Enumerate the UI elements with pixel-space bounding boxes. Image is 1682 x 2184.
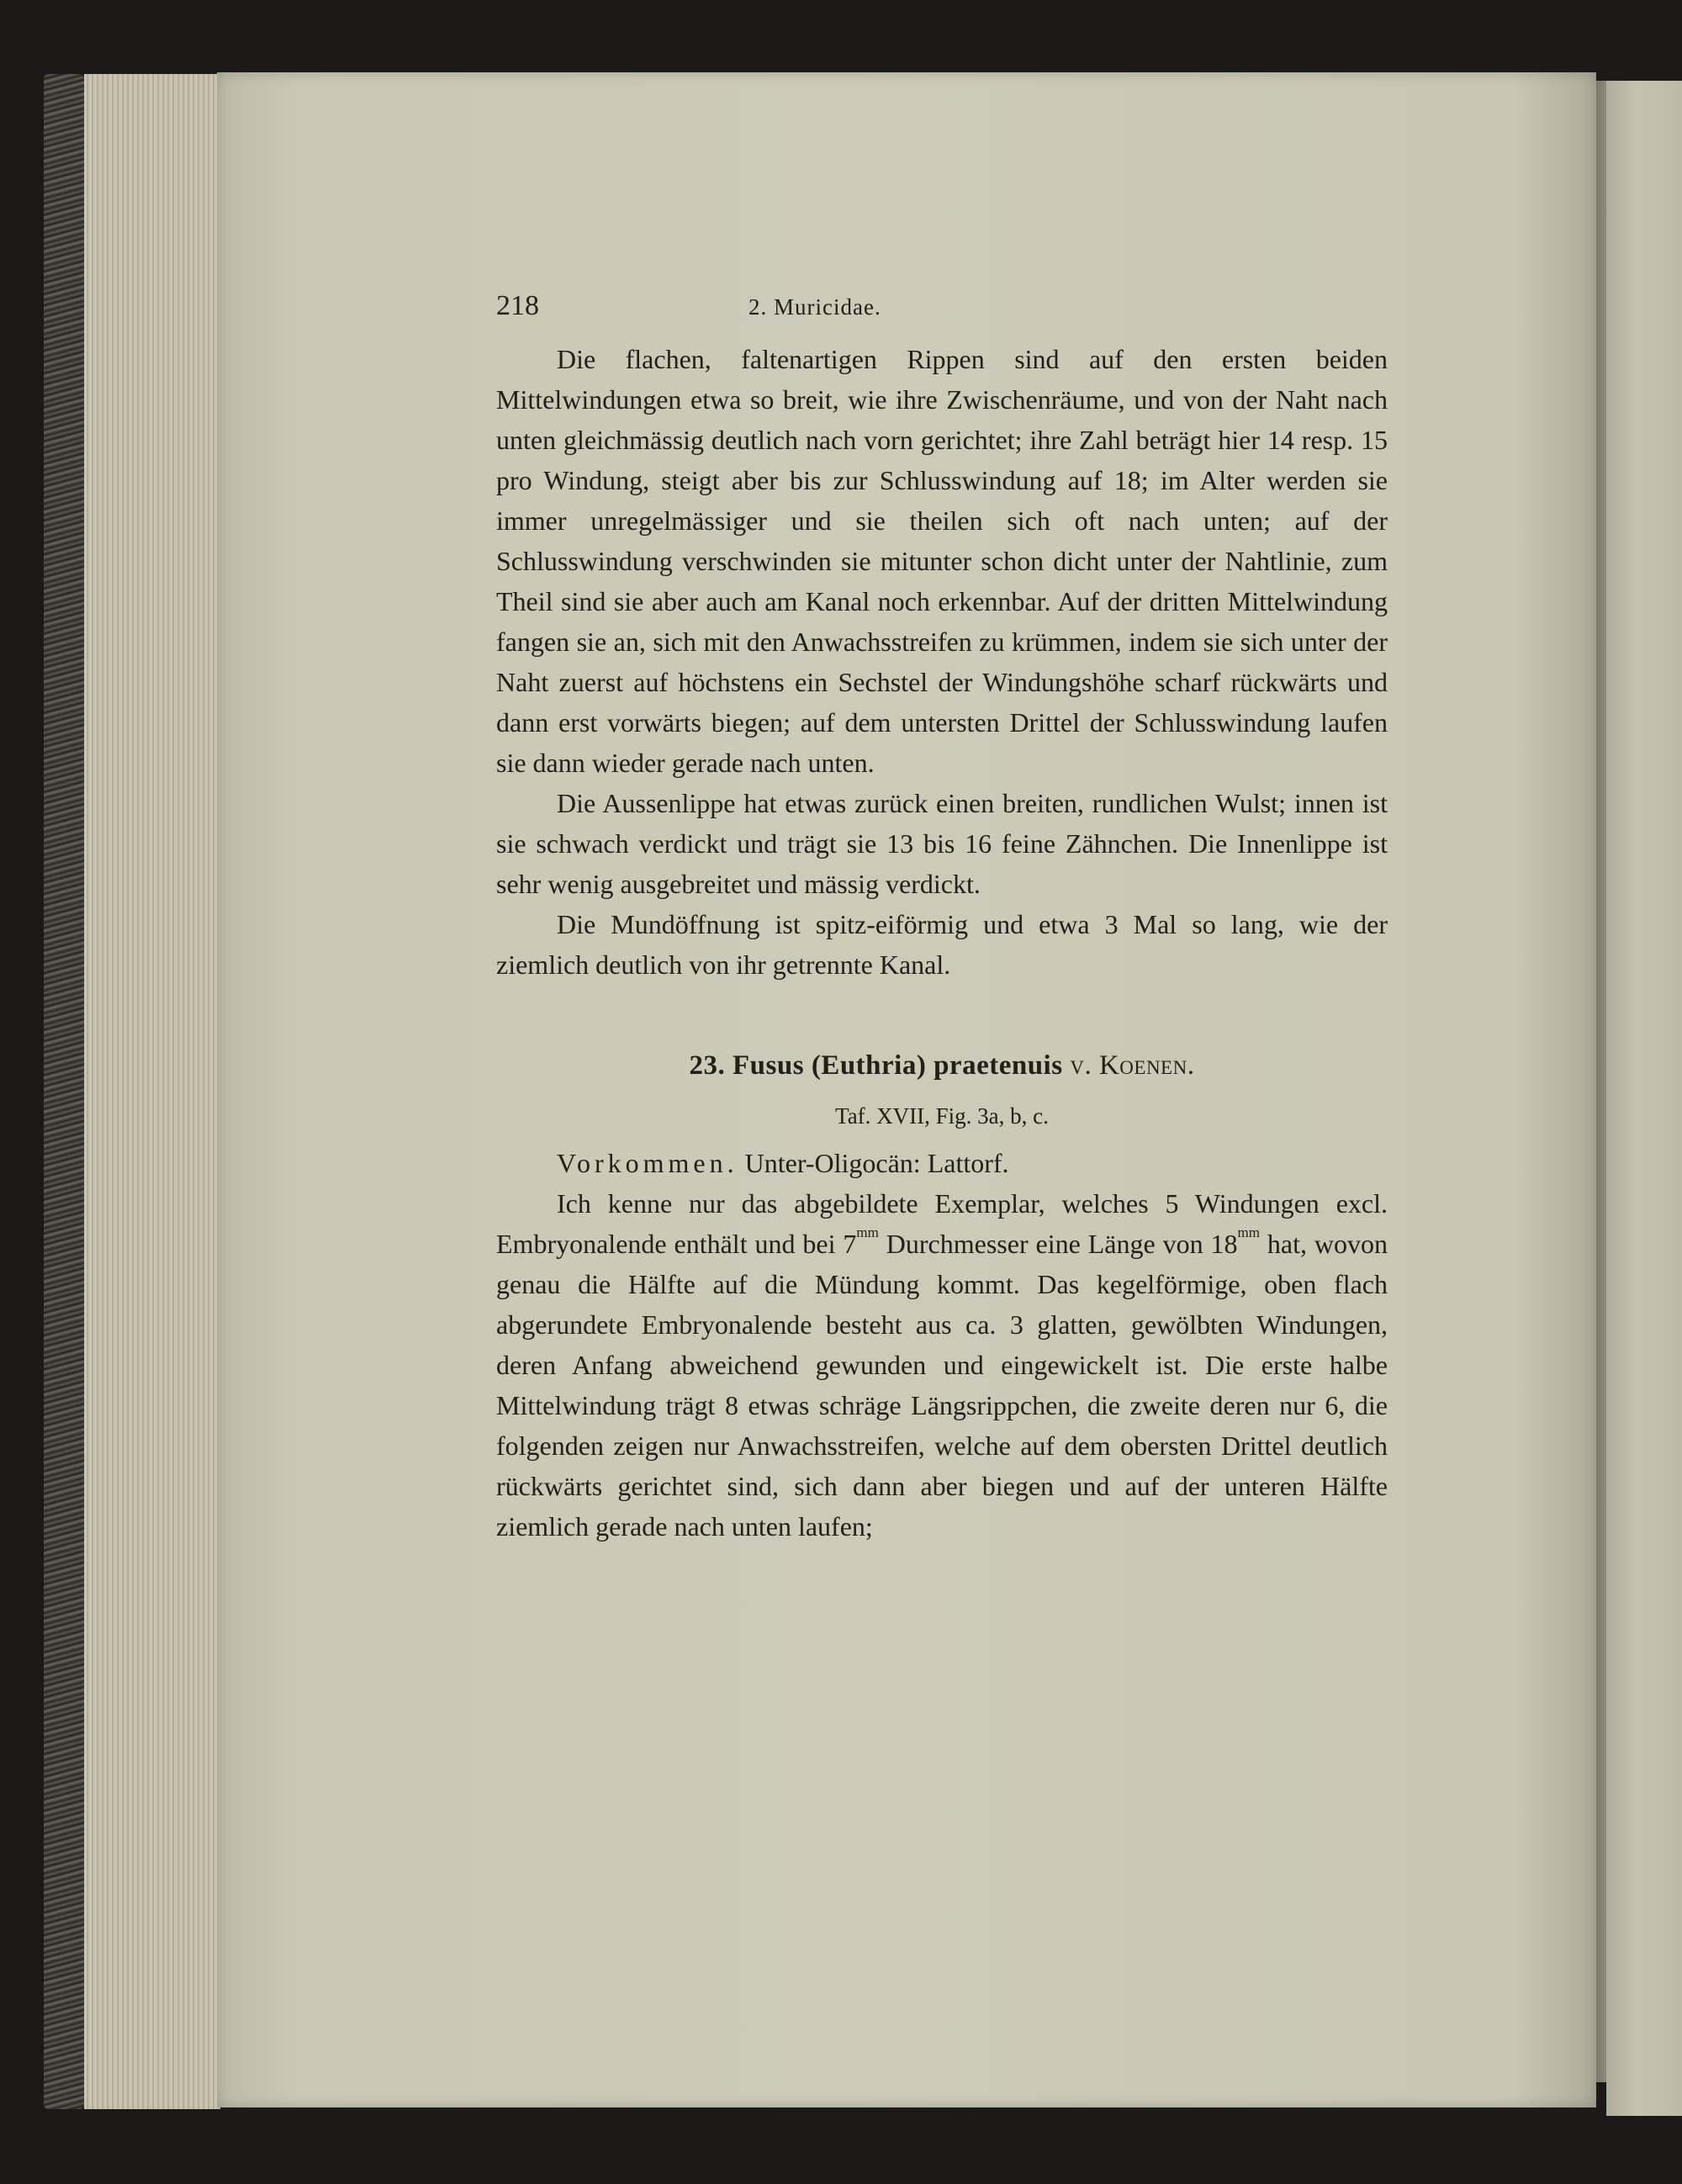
unit-mm-1: mm: [856, 1224, 879, 1240]
species-author: Koenen.: [1098, 1050, 1195, 1081]
occurrence-line: [496, 1143, 1388, 1183]
species-author-prefix: v.: [1070, 1050, 1092, 1081]
page-header: [496, 286, 1388, 327]
paragraph-aperture: Die Mundöffnung ist spitz-eiförmig und etwa 3 Mal so lang, wie der ziemlich deutlich von ihr getrennte Kanal.: [496, 909, 1388, 980]
description-part3: hat, wovon genau die Hälfte auf die Mündung kommt. Das kegelförmige, oben flach abgerundete Embryonalende besteht aus ca. 3 glatten, gewölbten Windungen, deren Anfang abweichend gewunden und eingewickelt ist. Die erste halbe Mittelwindung trägt 8 etwas schräge Längsrippchen, die zweite deren nur 6, die folgenden zeigen nur Anwachsstreifen, welche auf dem obersten Drittel deutlich rückwärts gerichtet sind, sich dann aber biegen und auf der unteren Hälfte ziemlich gerade nach unten laufen;: [496, 1229, 1388, 1541]
description-part1: Ich kenne nur das abgebildete Exemplar, welches 5 Windungen excl. Embryonalende enthält und bei 7: [496, 1188, 1388, 1259]
book-spine: [44, 74, 84, 2109]
running-head: 2. Muricidae.: [748, 294, 881, 320]
plate-reference: Taf. XVII, Fig. 3a, b, c.: [835, 1103, 1049, 1129]
page-edges: [84, 74, 220, 2109]
facing-page-edge: [1606, 81, 1682, 2116]
page-content: [496, 286, 1388, 1547]
species-number: 23.: [689, 1050, 726, 1081]
paragraph-outer-lip: Die Aussenlippe hat etwas zurück einen breiten, rundlichen Wulst; innen ist sie schwach verdickt und trägt sie 13 bis 16 feine Zähnchen. Die Innenlippe ist sehr wenig ausgebreitet und mässig verdickt.: [496, 788, 1388, 899]
unit-mm-2: mm: [1237, 1224, 1260, 1240]
description-part2: Durchmesser eine Länge von 18: [878, 1229, 1238, 1259]
paragraph-ribs: Die flachen, faltenartigen Rippen sind auf den ersten beiden Mittelwindungen etwa so breit, wie ihre Zwischenräume, und von der Naht nach unten gleichmässig deutlich nach vorn gerichtet; ihre Zahl beträgt hier 14 resp. 15 pro Windung, steigt aber bis zur Schlusswindung auf 18; im Alter werden sie immer unregelmässiger und sie theilen sich oft nach unten; auf der Schlusswindung verschwinden sie mitunter schon dicht unter der Nahtlinie, zum Theil sind sie aber auch am Kanal noch erkennbar. Auf der dritten Mittelwindung fangen sie an, sich mit den Anwachsstreifen zu krümmen, indem sie sich unter der Naht zuerst auf höchstens ein Sechstel der Windungshöhe scharf rückwärts und dann erst vorwärts biegen; auf dem untersten Drittel der Schlusswindung laufen sie dann wieder gerade nach unten.: [496, 344, 1388, 778]
page-number: 218: [496, 290, 539, 321]
occurrence-label: Vorkommen.: [557, 1148, 738, 1178]
paragraph-description: [496, 1183, 1388, 1547]
species-name: Fusus (Euthria) praetenuis: [733, 1050, 1063, 1081]
species-heading: [496, 1045, 1388, 1086]
occurrence-value: Unter-Oligocän: Lattorf.: [744, 1148, 1009, 1178]
